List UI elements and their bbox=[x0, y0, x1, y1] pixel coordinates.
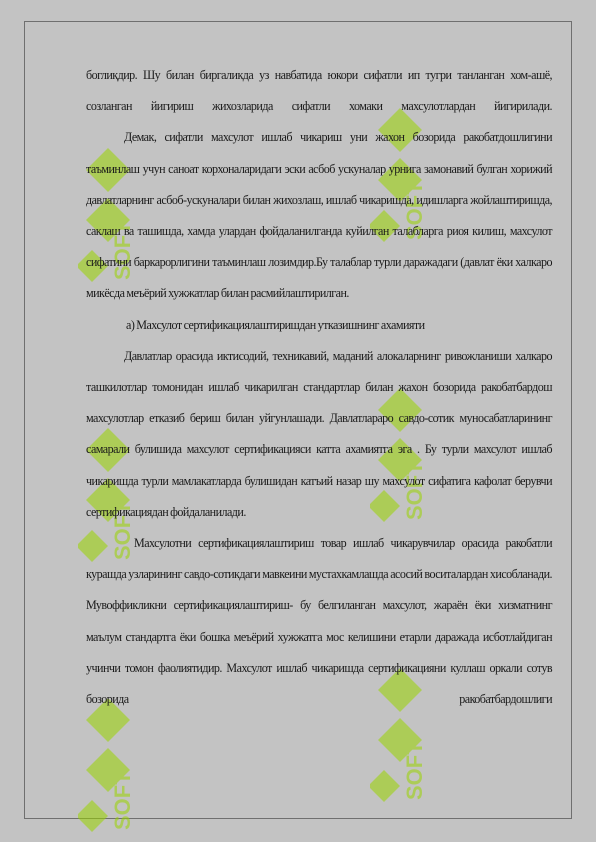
svg-text:SOFT: SOFT bbox=[402, 181, 427, 240]
svg-text:SOFT: SOFT bbox=[110, 771, 135, 830]
paragraph: Демак, сифатли махсулот ишлаб чикариш уни жахон бозорида ракобатдошлигини таъминлаш учун саноат корхоналаридаги эски асбоб ускуналар урнига замонавий булган хорижий давлатларнинг асбоб-ускуналари билан жихозлаш, ишлаб чикаришда, идишларга жойлаштиришда, саклаш ва ташишда, хамда улардан фойдаланилганда куйилган талабларга риоя килиш, махсулот сифатини баркарорлигини таъминлаш лозимдир.Бу талаблар турли даражадаги (давлат ёки халкаро микёсда меъёрий хужжатлар билан расмийлаштирилган. bbox=[86, 130, 552, 301]
svg-text:SOFT: SOFT bbox=[110, 501, 135, 560]
section-heading: а) Махсулот сертификациялаштиришдан утказишнинг ахамияти bbox=[126, 317, 425, 332]
document-body bbox=[86, 60, 552, 715]
paragraph: боглиқдир. Шу билан биргаликда уз навбатида юкори сифатли ип тугри танланган хом-ашё, созланган йигириш жихозларида сифатли хомаки махсулотлардан йигирилади. bbox=[86, 68, 552, 114]
paragraph: Махсулотни сертификациялаштириш товар ишлаб чикарувчилар орасида ракобатли курашда узларининг савдо-сотикдаги мавкеини мустахкамлашда асосий воситалардан хисобланади. Мувоффикликни сертификациялаштириш- бу белгиланган махсулот, жараён ёки хизматнинг маълум стандартга ёки бошка меъёрий хужжатга мос келишини етарли даражада исботлайдиган учинчи томон фаолиятидир. Махсулот ишлаб чикаришда сертификацияни куллаш оркали сотув бозорида ракобатбардошлиги bbox=[86, 536, 552, 707]
svg-text:SOFT: SOFT bbox=[110, 221, 135, 280]
paragraph: Давлатлар орасида иктисодий, техникавий, маданий алокаларнинг ривожланиши халкаро ташкилотлар томонидан ишлаб чикарилган стандартлар билан жахон бозорида ракобатбардош махсулотлар етказиб бериш билан уйгунлашади. Давлатлараро савдо-сотик муносабатларининг самарали булишида махсулот сертификацияси катта ахамиятга эга . Бу турли махсулот ишлаб чикаришда турли мамлакатларда булишидан катъий назар шу махсулот сифатига кафолат берувчи сертификациядан фойдаланилади. bbox=[86, 348, 552, 519]
svg-text:SOFT: SOFT bbox=[402, 461, 427, 520]
svg-text:SOFT: SOFT bbox=[402, 741, 427, 800]
